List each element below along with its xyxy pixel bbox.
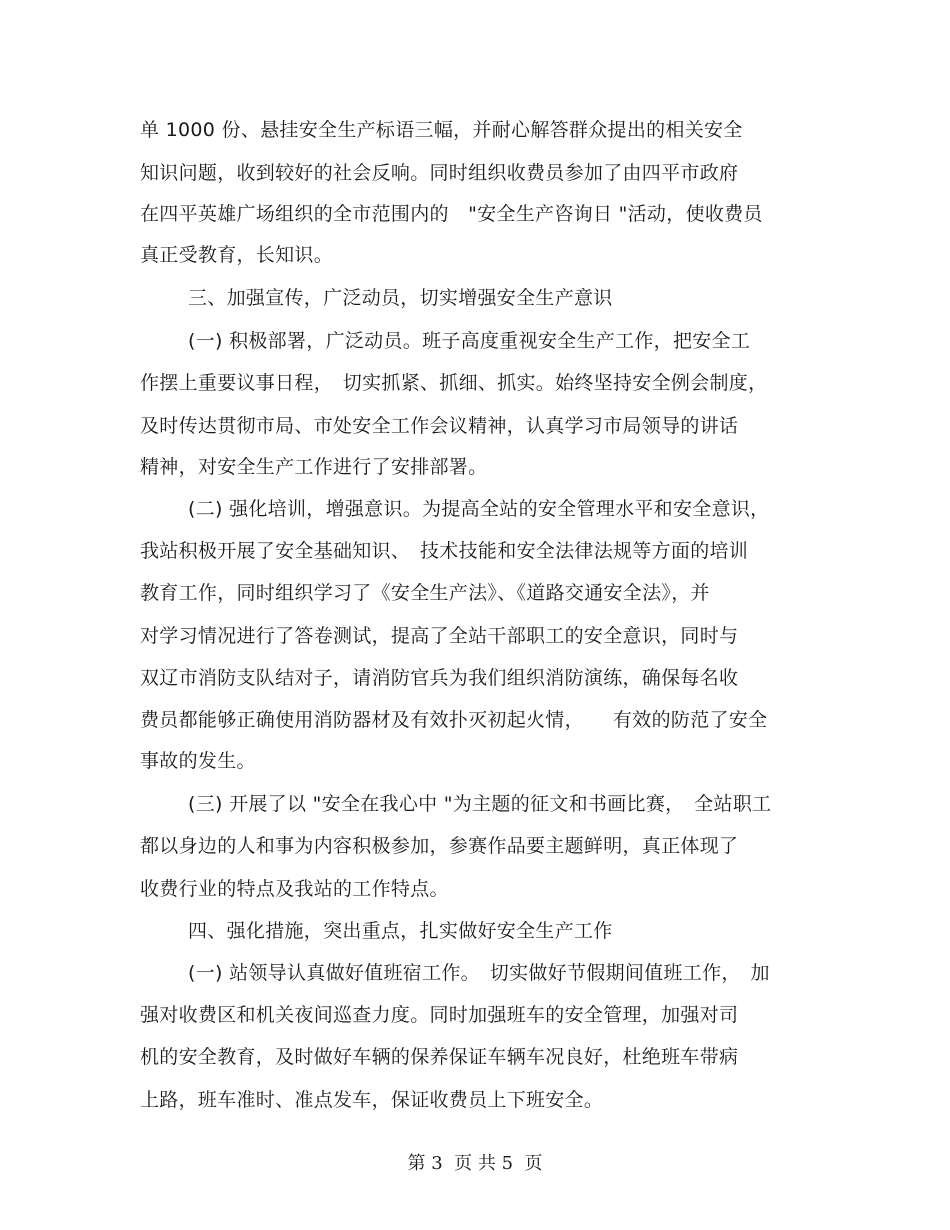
- text-line: 真正受教育，长知识。: [140, 244, 334, 266]
- text-line: 事故的发生。: [140, 750, 256, 772]
- text-line: 收费行业的特点及我站的工作特点。: [140, 878, 449, 900]
- text-line: 及时传达贯彻市局、市处安全工作会议精神，认真学习市局领导的讲话: [140, 415, 739, 437]
- text-line: 我站积极开展了安全基础知识、 技术技能和安全法律法规等方面的培训: [140, 540, 749, 562]
- text-line: 强对收费区和机关夜间巡查力度。同时加强班车的安全管理，加强对司: [140, 1004, 739, 1026]
- text-line: (一) 站领导认真做好值班宿工作。 切实做好节假期间值班工作， 加: [188, 962, 770, 984]
- text-line: 在四平英雄广场组织的全市范围内的 "安全生产咨询日 "活动，使收费员: [140, 203, 763, 225]
- text-line: 对学习情况进行了答卷测试，提高了全站干部职工的安全意识，同时与: [140, 625, 739, 647]
- text-line: 上路，班车准时、准点发车，保证收费员上下班安全。: [140, 1089, 604, 1111]
- text-line: (二) 强化培训，增强意识。为提高全站的安全管理水平和安全意识，: [188, 498, 770, 520]
- text-line: (一) 积极部署，广泛动员。班子高度重视安全生产工作，把安全工: [188, 330, 751, 352]
- text-line: 都以身边的人和事为内容积极参加，参赛作品要主题鲜明，真正体现了: [140, 835, 739, 857]
- text-line: 教育工作，同时组织学习了《安全生产法》、《道路交通安全法》，并: [140, 582, 710, 604]
- text-line: 知识问题，收到较好的社会反响。同时组织收费员参加了由四平市政府: [140, 162, 739, 184]
- text-line: 作摆上重要议事日程， 切实抓紧、抓细、抓实。始终坚持安全例会制度，: [140, 372, 768, 394]
- text-line: 精神，对安全生产工作进行了安排部署。: [140, 456, 488, 478]
- text-line: 双辽市消防支队结对子，请消防官兵为我们组织消防演练，确保每名收: [140, 667, 739, 689]
- text-line: (三) 开展了以 "安全在我心中 "为主题的征文和书画比赛， 全站职工: [188, 793, 772, 815]
- section-heading: 三、加强宣传，广泛动员，切实增强安全生产意识: [188, 287, 613, 309]
- page-number-footer: 第 3 页 共 5 页: [407, 1153, 543, 1174]
- text-line: 机的安全教育，及时做好车辆的保养保证车辆车况良好，杜绝班车带病: [140, 1046, 739, 1068]
- text-line: 单 1000 份、悬挂安全生产标语三幅，并耐心解答群众提出的相关安全: [140, 119, 743, 141]
- text-line: 费员都能够正确使用消防器材及有效扑灭初起火情， 有效的防范了安全: [140, 709, 768, 731]
- section-heading: 四、强化措施，突出重点，扎实做好安全生产工作: [188, 920, 613, 942]
